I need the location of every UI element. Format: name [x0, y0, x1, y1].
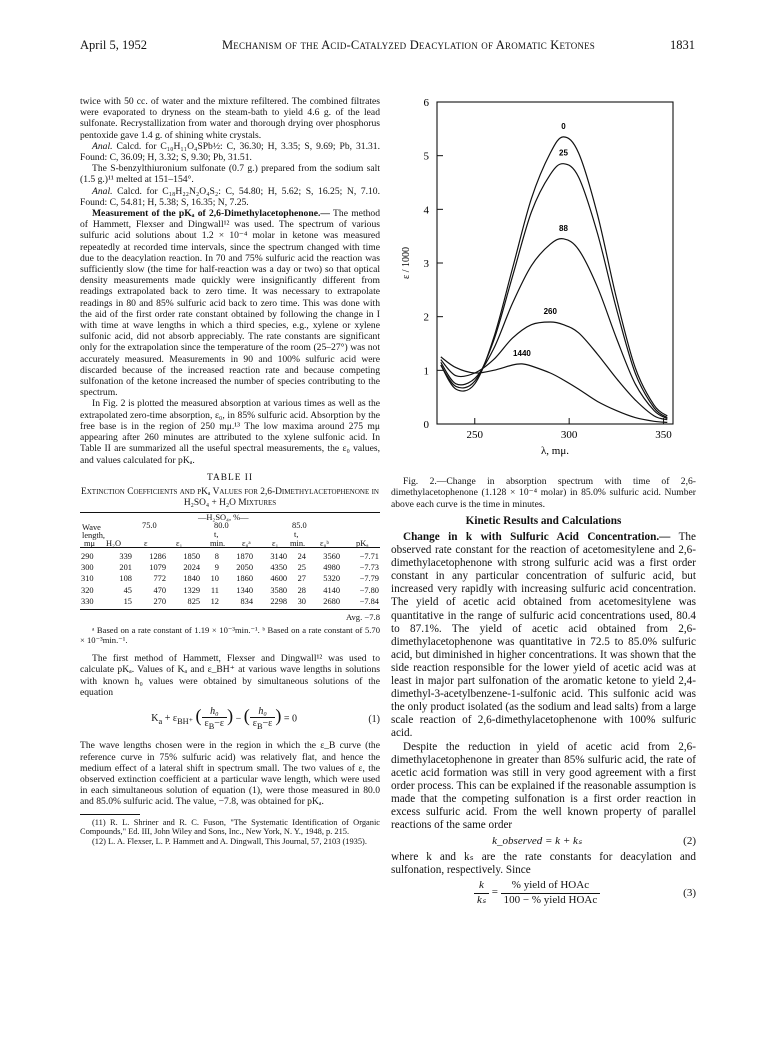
table-cell: −7.80 — [359, 585, 379, 595]
table-cell: 11 — [210, 585, 219, 595]
x-tick-label: 300 — [560, 429, 578, 441]
equation-3 — [391, 879, 696, 906]
table-cell: −7.84 — [359, 596, 379, 606]
table-cell: 834 — [240, 596, 254, 606]
paragraph: Despite the reduction in yield of acetic acid from 2,6-dimethylacetophenone in greater than 85% sulfuric acid, the rate of acetic acid formation was still in very good agreement with a first order process. This can be explained if the reasonable assumption is made that the competing sulfonation is a first order reaction in excess sulfuric acid. From the well known property of parallel reactions of the same order — [391, 740, 696, 832]
series-line-0 — [441, 137, 668, 416]
pka-text: The method of Hammett, Flexser and Dingwall¹² was used. The spectrum of various sulfuric acid solutions about 1.2 × 10⁻⁴ molar in ketone was measured repeatedly at recorded time intervals, since the spectrum changed with time due to the deacylation reaction. In 70 and 75% sulfuric acid the reaction was sufficiently slow (the time for half-reaction was a day or two) so that optical density measurements made quickly were insignificantly different from readings extrapolated back to zero time. It was necessary to extrapolate readings in 80 and 85% sulfuric acid back to zero time. This was done with the aid of the first order rate constant obtained by following the change in I with time at wave lengths in which a third species, e.g., xylene or xylene sulfonic acid, did not absorb appreciably. The rate constants are significant only for the extrapolation since the temperature of the room (25–27°) was not accurately measured. Measurements in 90 and 100% sulfuric acid were discarded because of the increased reaction rate and because competing sulfonation of the ketone increased the number of species contributing to the spectrum. — [80, 208, 380, 399]
table-head-c75: 75.0 — [142, 520, 157, 530]
table-rule — [80, 609, 380, 610]
table-head-wave: Wave — [82, 522, 101, 532]
equation-3-number: (3) — [683, 886, 696, 899]
table-head-t2: t, — [294, 529, 299, 539]
analysis-paragraph — [80, 141, 380, 163]
y-tick-label: 3 — [423, 258, 429, 270]
equation-2-number: (2) — [683, 835, 696, 848]
table-head-t: t, — [214, 529, 219, 539]
table-cell: 1079 — [149, 563, 167, 573]
pka-heading: Measurement of the pKₐ of 2,6-Dimethylacetophenone.— — [92, 208, 330, 220]
table-head-e0a: ε₀ᵃ — [242, 538, 251, 548]
table-head-tmin2: min. — [290, 538, 306, 548]
table-cell: 300 — [81, 563, 94, 573]
paragraph: In Fig. 2 is plotted the measured absorption at various times as well as the extrapolated zero-time absorption, ε₀, in 85% sulfuric acid. Absorption by the free base is in the region of 250 mμ.¹³ The low maxima around 275 mμ appearing after 260 minutes are attributed to the xylene sulfonic acid. In Table II are summarized all the useful spectral measurements, the ε₀ values, and values calculated for pKₐ. — [80, 398, 380, 466]
table-cell: 15 — [123, 596, 132, 606]
table-cell: 24 — [297, 551, 306, 561]
table-ii — [80, 551, 380, 607]
table-footnote: ᵃ Based on a rate constant of 1.19 × 10⁻³min.⁻¹. ᵇ Based on a rate constant of 5.70 × 10⁻³min.⁻¹. — [80, 625, 380, 646]
table-cell: 1850 — [183, 551, 201, 561]
table-row — [80, 585, 380, 596]
table-head-c80: 80.0 — [214, 520, 229, 530]
table-head-e0b: ε₀ᵇ — [320, 538, 330, 548]
eq3-lhs-num: k — [474, 879, 489, 893]
table-cell: 4980 — [323, 563, 341, 573]
left-column — [80, 96, 380, 846]
table-average: Avg. −7.8 — [345, 611, 380, 622]
table-cell: 2680 — [323, 596, 341, 606]
eq-frac: $\frac{\text{h₀}}{\varepsilon_B-\varepsilon}$ — [250, 706, 276, 732]
y-tick-label: 6 — [423, 97, 429, 109]
eq-frac: $\frac{\text{h₀}}{\varepsilon_B-\varepsilon}$ — [202, 706, 228, 732]
y-axis-label: ε / 1000 — [401, 247, 412, 279]
anal-label: Anal. — [92, 140, 113, 152]
equation-1-body: $K_a + \varepsilon_{BH^+}$ ( $\frac{\text{h₀}}{\varepsilon_B-\varepsilon}$ ) − ( $\frac{\text{h₀}}{\varepsilon_B-\varepsilon}$ ) = 0 — [151, 705, 298, 732]
paragraph: where k and kₛ are the rate constants for deacylation and sulfonation, respectively. Since — [391, 851, 696, 877]
table-cell: 1329 — [183, 585, 201, 595]
body-text — [391, 531, 696, 907]
table-cell: 330 — [81, 596, 94, 606]
y-tick-label: 5 — [423, 150, 429, 163]
table-cell: −7.79 — [359, 574, 379, 584]
table-head-eps: ε — [144, 538, 148, 548]
x-tick-label: 350 — [655, 429, 672, 441]
footnote-rule — [80, 814, 140, 815]
table-cell: 108 — [119, 574, 132, 584]
y-tick-label: 2 — [423, 311, 429, 324]
table-cell: 5320 — [323, 574, 341, 584]
paragraph: twice with 50 cc. of water and the mixture refiltered. The combined filtrates were evaporated to dryness on the steam-bath to yield 4.6 g. of the lead sulfonate. Recrystallization from water and thorough drying over phosphorus pentoxide gave 1.4 g. of shining white crystals. — [80, 96, 380, 141]
table-cell: 27 — [297, 574, 306, 584]
eq3-lhs-den: kₛ — [476, 893, 486, 906]
table-cell: 1860 — [236, 574, 254, 584]
eq3-rhs — [501, 879, 601, 906]
table-cell: 10 — [210, 574, 219, 584]
table-cell: 320 — [81, 585, 94, 595]
table-head-eb: ε₁ — [272, 538, 279, 548]
table-cell: 4600 — [270, 574, 288, 584]
table-title: TABLE II — [206, 472, 254, 483]
table-cell: 470 — [153, 585, 167, 595]
table-cell: 28 — [297, 585, 306, 595]
table-head-c85: 85.0 — [292, 520, 307, 530]
table-cell: 8 — [214, 551, 219, 561]
table-row — [80, 573, 380, 584]
table-rule — [80, 547, 380, 548]
anal-text: Calcd. for C₁₈H₂₂N₂O₄S₂: C, 54.80; H, 5.62; S, 16.25; N, 7.10. Found: C, 54.81; H, 5.38; S, 16.35; N, 7.25. — [80, 185, 381, 208]
figure-2-chart — [391, 96, 696, 471]
y-tick-label: 4 — [423, 204, 429, 217]
table-cell: 825 — [187, 596, 201, 606]
table-cell: 2298 — [270, 596, 288, 606]
header-title: Mechanism of the Acid-Catalyzed Deacylation of Aromatic Ketones — [221, 38, 596, 52]
table-head-pka: pKₐ — [356, 538, 369, 548]
table-cell: 3140 — [270, 551, 288, 561]
table-head-tmin: min. — [210, 538, 226, 548]
table-head-mu: mμ — [84, 538, 96, 548]
section-heading: Kinetic Results and Calculations — [465, 514, 622, 527]
paragraph: The first method of Hammett, Flexser and Dingwall¹² was used to calculate pKₐ. Values of Kₐ and ε_BH⁺ at various wave lengths in solutions with known h₀ values were obtained by simultaneous solutions of the equation — [80, 653, 380, 698]
footnote-11: (11) R. L. Shriner and R. C. Fuson, "The Systematic Identification of Organic Compounds," Ed. III, John Wiley and Sons, Inc., New York, N. Y., 1948, p. 215. — [80, 817, 380, 837]
y-tick-label: 0 — [423, 419, 429, 431]
table-cell: 25 — [297, 563, 306, 573]
table-cell: 339 — [119, 551, 132, 561]
table-cell: −7.73 — [359, 563, 379, 573]
right-column — [391, 96, 696, 909]
equation-2-body: k_observed = k + kₛ — [492, 835, 582, 848]
table-head-h2o: H₂O — [106, 538, 122, 548]
table-cell: 30 — [297, 596, 306, 606]
table-head-e1: ε₁ — [176, 538, 183, 548]
table-cell: 1870 — [236, 551, 254, 561]
x-axis-label: λ, mμ. — [540, 445, 570, 457]
table-head-length: length, — [82, 530, 106, 540]
table-body — [80, 551, 380, 607]
eq3-rhs-den: 100 − % yield HOAc — [503, 893, 598, 906]
pka-section — [80, 208, 380, 398]
table-cell: 270 — [153, 596, 167, 606]
header-page-number: 1831 — [669, 38, 695, 52]
anal-label: Anal. — [92, 185, 113, 197]
curve-label: 260 — [543, 307, 557, 317]
table-cell: 4140 — [323, 585, 341, 595]
series-line-88 — [441, 239, 668, 419]
y-tick-label: 1 — [423, 365, 429, 378]
table-cell: 12 — [210, 596, 219, 606]
table-cell: 2024 — [183, 563, 201, 573]
table-cell: 772 — [153, 574, 167, 584]
table-cell: 1340 — [236, 585, 254, 595]
footnote-12: (12) L. A. Flexser, L. P. Hammett and A. Dingwall, This Journal, 57, 2103 (1935). — [92, 836, 367, 846]
table-cell: 2050 — [236, 563, 254, 573]
header-date: April 5, 1952 — [80, 38, 148, 52]
analysis-paragraph — [80, 186, 380, 208]
paragraph — [391, 531, 696, 741]
equation-1 — [80, 706, 380, 732]
anal-text: Calcd. for C₁₀H₁₁O₄SPb½: C, 36.30; H, 3.35; S, 9.69; Pb, 31.31. Found: C, 36.09; H, 3.32; S, 9.30; Pb, 31.51. — [80, 140, 380, 164]
table-row — [80, 551, 380, 562]
equation-2 — [391, 835, 696, 848]
table-cell: −7.71 — [359, 551, 379, 561]
eq3-rhs-num: % yield of HOAc — [501, 879, 601, 893]
series-line-260 — [441, 322, 668, 420]
table-cell: 310 — [81, 574, 94, 584]
eq-ka-term: $K_a + \varepsilon_{BH^+}$ — [151, 713, 194, 727]
table-cell: 45 — [123, 585, 132, 595]
table-cell: 3560 — [323, 551, 341, 561]
table-cell: 201 — [119, 563, 132, 573]
table-cell: 1286 — [149, 551, 167, 561]
table-row — [80, 596, 380, 607]
sub-heading: Change in k with Sulfuric Acid Concentration.— — [403, 531, 671, 544]
table-cell: 9 — [214, 563, 219, 573]
x-tick-label: 250 — [466, 429, 484, 441]
eq3-lhs — [474, 879, 489, 906]
table-cell: 290 — [81, 551, 94, 561]
table-header — [80, 513, 380, 547]
equation-3-body: $\frac{k}{\text{kₛ}}$ = $\frac{\text{\% yield of HOAc}}{\text{100 − \% yield HOAc}}$ — [391, 879, 683, 906]
table-caption: Extinction Coefficients and pKₐ Values for 2,6-Dimethylacetophenone in H₂SO₄ + H₂O Mixtures — [81, 486, 379, 508]
curve-label: 1440 — [513, 348, 531, 358]
running-header — [80, 38, 695, 53]
table-row — [80, 562, 380, 573]
table-cell: 1840 — [183, 574, 201, 584]
curve-label: 25 — [559, 148, 568, 158]
table-cell: 3580 — [270, 585, 288, 595]
curve-label: 88 — [559, 223, 568, 233]
equation-1-number: (1) — [368, 713, 380, 725]
paragraph: The S-benzylthiuronium sulfonate (0.7 g.) prepared from the sodium salt (1.5 g.)¹¹ melted at 151–154°. — [80, 163, 380, 186]
table-cell: 4350 — [270, 563, 288, 573]
figure-2-caption: Fig. 2.—Change in absorption spectrum with time of 2,6-dimethylacetophenone (1.128 × 10⁻⁴ molar) in 85.0% sulfuric acid. Number above each curve is the time in minutes. — [391, 476, 696, 510]
paragraph-text: The observed rate constant for the reaction of acetomesitylene and 2,6-dimethylacetophenone with strong sulfuric acid was a first order constant in any particular concentration of sulfuric acid, but increased very rapidly with increasing sulfuric acid concentration. The yield of acetic acid obtained from acetomesitylene was quantitative in the range of sulfuric acid concentrations used, 80.4 to 87.1%. The yield of acetic acid obtained from 2,6-dimethylacetophenone was quantitative in 72.5 to 85.0% sulfuric acid, but diminished in higher concentrations. It was shown that the side reaction responsible for the lower yield of acetic acid was at least in major part sulfonation of the aromatic ketone to yield 2,4-dimethyl-3-acetylbenzene-1-sulfonic acid. This sulfonic acid was the only product isolated (as the sodium and lead salts) from a large scale reaction of 2,6-dimethylacetophenone with 100% sulfuric acid. — [391, 531, 696, 740]
paragraph: The wave lengths chosen were in the region in which the ε_B curve (the reference curve in 75% sulfuric acid) was relatively flat, and hence the medium effect of a lateral shift in spectrum small. The two values of ε, the observed extinction coefficient at a particular wave length, which were used in each simultaneous solution of equation (1), were those measured in 80.0 and 85.0% sulfuric acid. The value, −7.8, was obtained for pKₐ. — [80, 740, 380, 808]
table-head-h2so4: —H₂SO₄, %— — [198, 512, 249, 522]
curve-label: 0 — [561, 121, 566, 131]
